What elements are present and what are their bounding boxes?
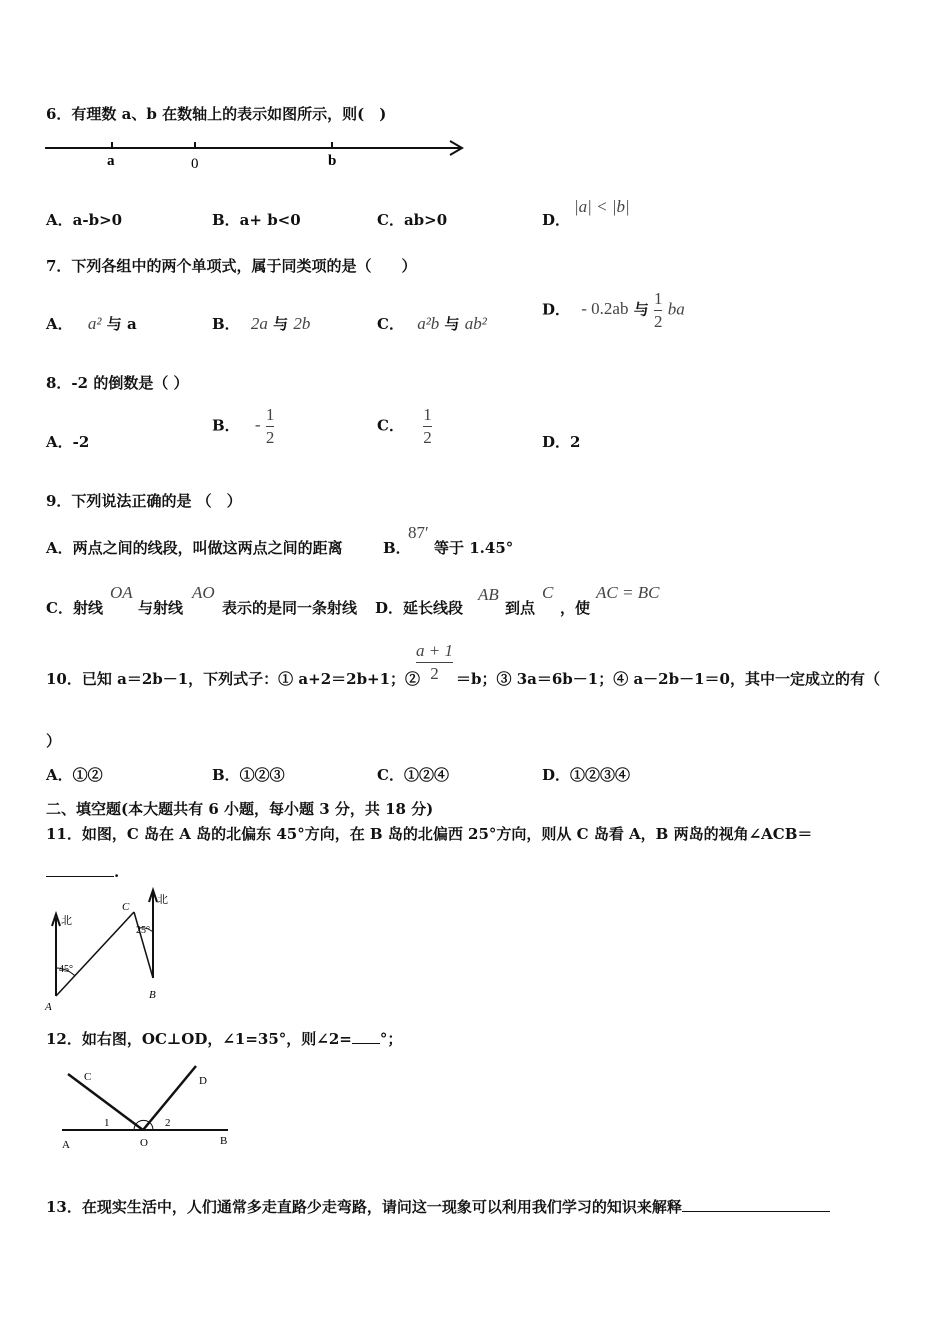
q8-option-b-den: 2	[265, 427, 275, 447]
q9-option-c-label[interactable]: C．射线	[46, 599, 103, 617]
q9-option-d-math2: C	[542, 583, 554, 602]
q7-option-c-label: C．	[377, 315, 404, 333]
q7-option-d[interactable]	[542, 290, 685, 331]
q8-option-d[interactable]: D．2	[542, 433, 581, 451]
q6-option-d-label: D．	[542, 211, 571, 229]
axis-label-0: 0	[191, 156, 199, 172]
q9-option-c-math1: OA	[110, 583, 133, 602]
section-2-heading: 二、填空题(本大题共有 6 小题，每小题 3 分，共 18 分)	[46, 800, 434, 818]
q11-point-c: C	[122, 901, 130, 913]
q6-option-d[interactable]	[542, 209, 570, 230]
q8-option-c-num: 1	[423, 405, 432, 424]
q11-answer-line[interactable]	[46, 862, 119, 881]
q10-fraction	[416, 642, 453, 683]
q12-stem-a: 12．如右图，OC⊥OD，∠1=35°，则∠2=	[46, 1030, 352, 1048]
q12-figure	[56, 1060, 238, 1152]
q7-stem: 7．下列各组中的两个单项式，属于同类项的是（ ）	[46, 257, 417, 275]
q9-option-b-label[interactable]: B．	[383, 539, 411, 557]
q12-angle-1: 1	[104, 1117, 110, 1129]
axis-label-a: a	[107, 153, 115, 169]
q8-option-b-fraction	[266, 406, 275, 447]
q12-stem-b: °；	[379, 1030, 403, 1048]
q12-point-d: D	[199, 1075, 207, 1087]
q10-stem-c: ）	[46, 732, 62, 750]
q11-figure	[42, 886, 182, 1014]
q11-angle-25: 25°	[136, 925, 150, 936]
q11-blank[interactable]	[46, 862, 114, 877]
q10-fraction-den: 2	[430, 663, 439, 683]
q6-stem: 6．有理数 a、b 在数轴上的表示如图所示，则( )	[46, 105, 387, 123]
q12-point-a: A	[62, 1139, 70, 1151]
q9-option-d-math1: AB	[478, 585, 499, 604]
q11-stem: 11．如图，C 岛在 A 岛的北偏东 45°方向，在 B 岛的北偏西 25°方向，则从 C 岛看 A，B 两岛的视角∠ACB＝	[46, 825, 813, 843]
q7-option-d-den: 2	[653, 311, 663, 331]
q13-blank[interactable]	[682, 1197, 830, 1212]
q7-option-d-mid: 与	[633, 300, 649, 319]
q7-option-c-math1: a²b	[417, 314, 440, 333]
q7-option-d-fraction	[654, 290, 663, 331]
q9-stem: 9．下列说法正确的是 （ ）	[46, 492, 242, 510]
q13-stem[interactable]	[46, 1196, 830, 1217]
q7-option-a[interactable]	[46, 313, 137, 334]
q8-option-b-label: B．	[212, 416, 240, 435]
q7-option-d-num: 1	[653, 289, 663, 308]
q7-option-d-tail: ba	[667, 299, 685, 319]
q9-option-a[interactable]: A．两点之间的线段，叫做这两点之间的距离	[46, 539, 343, 557]
q12-angle-2: 2	[165, 1117, 171, 1129]
q7-option-c[interactable]	[377, 313, 487, 334]
q6-option-a[interactable]: A．a-b>0	[46, 211, 123, 229]
q8-option-b-num: 1	[265, 405, 275, 424]
q12-blank[interactable]	[352, 1029, 380, 1044]
q11-tail: .	[114, 863, 120, 881]
q6-option-c[interactable]: C．ab>0	[377, 211, 448, 229]
q12-point-o: O	[140, 1137, 148, 1149]
q7-option-b-math2: 2b	[293, 314, 311, 333]
q11-point-b: B	[149, 989, 156, 1001]
q10-option-c[interactable]: C．①②④	[377, 766, 449, 784]
q7-option-b[interactable]	[212, 313, 310, 334]
q9-option-b-tail: 等于 1.45°	[434, 539, 514, 557]
q7-option-a-tail: 与 a	[106, 315, 137, 333]
q9-option-d-mid: 到点	[505, 599, 536, 617]
q11-point-a: A	[45, 1001, 52, 1013]
q7-option-d-math1: - 0.2ab	[581, 299, 629, 319]
q9-option-d-mid2: ，使	[560, 599, 591, 617]
q11-north-label-a: 北	[61, 915, 72, 927]
q9-option-b-math: 87′	[408, 523, 429, 542]
q9-option-c-math2: AO	[192, 583, 215, 602]
q8-option-c-label: C．	[377, 416, 404, 435]
q7-option-a-math: a²	[87, 314, 102, 333]
q7-option-c-mid: 与	[444, 315, 460, 333]
q7-option-b-mid: 与	[273, 315, 289, 333]
q9-option-d-math3: AC = BC	[596, 583, 660, 602]
q10-fraction-num: a + 1	[416, 641, 453, 660]
q8-option-a[interactable]: A．-2	[46, 433, 90, 451]
q12-point-c: C	[84, 1071, 92, 1083]
q9-option-c-mid: 与射线	[138, 599, 184, 617]
q6-option-b[interactable]: B．a+ b<0	[212, 211, 301, 229]
q8-option-c-den: 2	[423, 427, 432, 447]
q8-option-b[interactable]	[212, 406, 274, 447]
q8-option-c[interactable]	[377, 406, 432, 447]
q10-option-b[interactable]: B．①②③	[212, 766, 285, 784]
q8-option-c-fraction	[423, 406, 432, 447]
q10-option-d[interactable]: D．①②③④	[542, 766, 631, 784]
q8-option-b-sign: -	[254, 415, 261, 435]
q12-stem[interactable]	[46, 1028, 402, 1049]
q10-stem-a: 10．已知 a＝2b－1，下列式子：① a+2＝2b+1；②	[46, 670, 421, 688]
q12-point-b: B	[220, 1135, 228, 1147]
q7-option-d-label: D．	[542, 300, 571, 319]
q11-north-label-b: 北	[157, 894, 168, 906]
q7-option-b-math1: 2a	[250, 314, 268, 333]
axis-label-b: b	[328, 153, 337, 169]
q7-option-c-math2: ab²	[464, 314, 487, 333]
q7-option-b-label: B．	[212, 315, 240, 333]
q10-stem-b: ＝b；③ 3a＝6b－1；④ a－2b－1＝0，其中一定成立的有（	[456, 670, 880, 688]
q9-option-d-label[interactable]: D．延长线段	[375, 599, 464, 617]
q9-option-c-tail: 表示的是同一条射线	[222, 599, 358, 617]
q6-option-d-math: |a| < |b|	[574, 197, 630, 216]
q10-option-a[interactable]: A．①②	[46, 766, 103, 784]
q13-stem-text: 13．在现实生活中，人们通常多走直路少走弯路，请问这一现象可以利用我们学习的知识来解释	[46, 1198, 682, 1216]
q11-angle-45: 45°	[59, 964, 73, 975]
q7-option-a-label: A．	[46, 315, 73, 333]
q6-number-line	[40, 134, 470, 174]
q8-stem: 8．-2 的倒数是（ ）	[46, 374, 189, 392]
